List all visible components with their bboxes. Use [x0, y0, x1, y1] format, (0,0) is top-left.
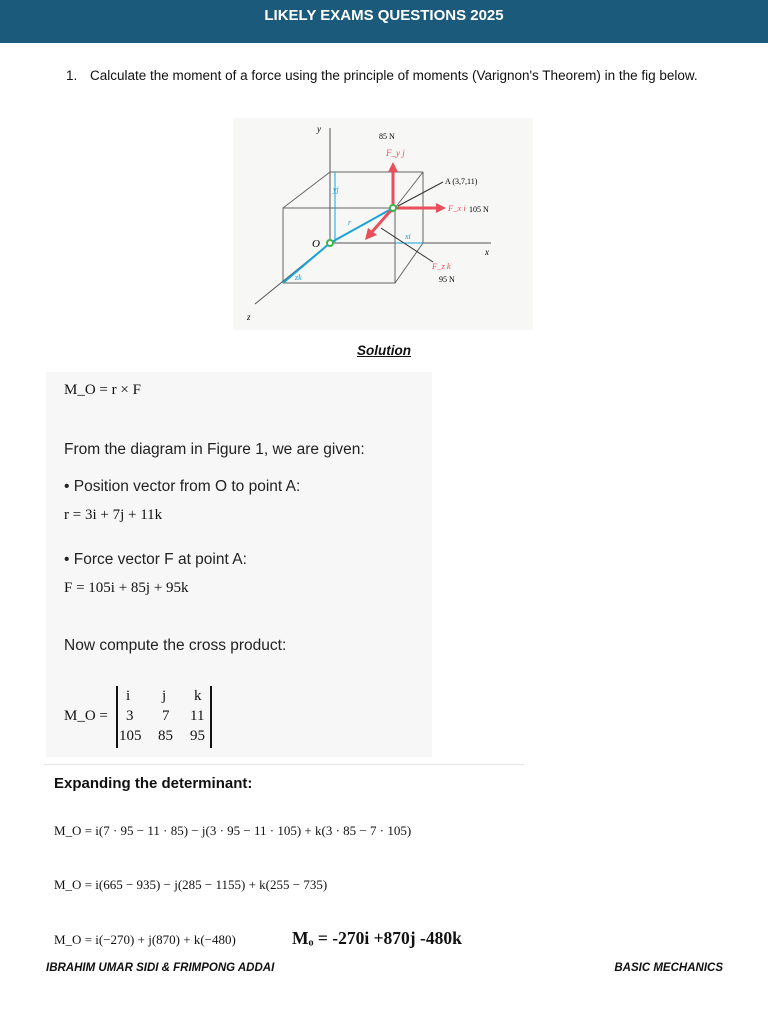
box-front-face: [283, 208, 395, 283]
x-axis-label: x: [485, 247, 489, 257]
question-1: [66, 65, 726, 87]
moment-formula: M_O = r × F: [64, 382, 141, 398]
question-number: 1.: [66, 68, 78, 83]
matrix-left-bar: [116, 686, 118, 748]
matrix-cell: 95: [190, 728, 205, 744]
section-divider: [44, 764, 524, 765]
fy-magnitude: 85 N: [379, 132, 395, 141]
zk-vector: [283, 243, 330, 283]
fz-magnitude: 95 N: [439, 275, 455, 284]
determinant-matrix: [64, 688, 234, 748]
position-vector: r = 3i + 7j + 11k: [64, 507, 163, 523]
zk-label: zk: [295, 273, 302, 282]
expansion-step-1: M_O = i(7 · 95 − 11 · 85) − j(3 · 95 − 11 · 105) + k(3 · 85 − 7 · 105): [54, 823, 412, 838]
fx-label: F_x i: [448, 203, 466, 213]
matrix-cell: i: [126, 688, 131, 704]
footer-authors: IBRAHIM UMAR SIDI & FRIMPONG ADDAI: [46, 962, 275, 974]
box-edge: [395, 172, 423, 208]
header-banner: [0, 0, 768, 43]
origin-label: O: [312, 238, 320, 250]
moment-diagram: [233, 118, 533, 330]
leader-line-a: [398, 182, 443, 206]
expanding-heading: Expanding the determinant:: [54, 775, 253, 792]
origin-point: [327, 240, 333, 246]
force-vector: F = 105i + 85j + 95k: [64, 580, 189, 596]
fx-arrowhead: [436, 203, 446, 213]
cross-product-intro: Now compute the cross product:: [64, 637, 287, 654]
matrix-cell: j: [162, 688, 167, 704]
point-a: [390, 205, 396, 211]
fx-magnitude: 105 N: [469, 205, 489, 214]
box-edge: [395, 243, 423, 283]
bullet-position: • Position vector from O to point A:: [64, 478, 301, 495]
expansion-step-3: M_O = i(−270) + j(870) + k(−480): [54, 932, 236, 947]
figure-1: [233, 118, 533, 330]
r-label: r: [348, 218, 352, 227]
yj-label: yj: [333, 185, 339, 194]
bullet-force: • Force vector F at point A:: [64, 551, 247, 568]
matrix-right-bar: [210, 686, 212, 748]
header-title: LIKELY EXAMS QUESTIONS 2025: [264, 7, 504, 24]
matrix-cell: 7: [162, 708, 170, 724]
y-axis-label: y: [317, 124, 321, 134]
fz-label: F_z k: [432, 261, 451, 271]
footer-course: BASIC MECHANICS: [614, 962, 723, 974]
fy-label: F_y j: [386, 148, 405, 158]
matrix-cell: 3: [126, 708, 134, 724]
question-text: Calculate the moment of a force using the principle of moments (Varignon's Theorem) in the fig below.: [90, 68, 698, 83]
box-edge: [283, 172, 330, 208]
fy-arrowhead: [388, 162, 398, 172]
xi-label: xi: [405, 232, 411, 241]
z-axis-label: z: [247, 312, 251, 322]
matrix-cell: 105: [119, 728, 142, 744]
final-result: Mₒ = -270i +870j -480k: [292, 928, 462, 948]
given-intro: From the diagram in Figure 1, we are given:: [64, 441, 365, 458]
solution-heading: Solution: [357, 343, 411, 358]
matrix-cell: 11: [190, 708, 205, 724]
point-a-label: A (3,7,11): [445, 177, 478, 186]
expansion-step-2: M_O = i(665 − 935) − j(285 − 1155) + k(255 − 735): [54, 877, 328, 892]
position-vector-r: [330, 208, 393, 243]
matrix-lhs: M_O =: [64, 708, 108, 724]
matrix-cell: k: [194, 688, 202, 704]
matrix-cell: 85: [158, 728, 173, 744]
